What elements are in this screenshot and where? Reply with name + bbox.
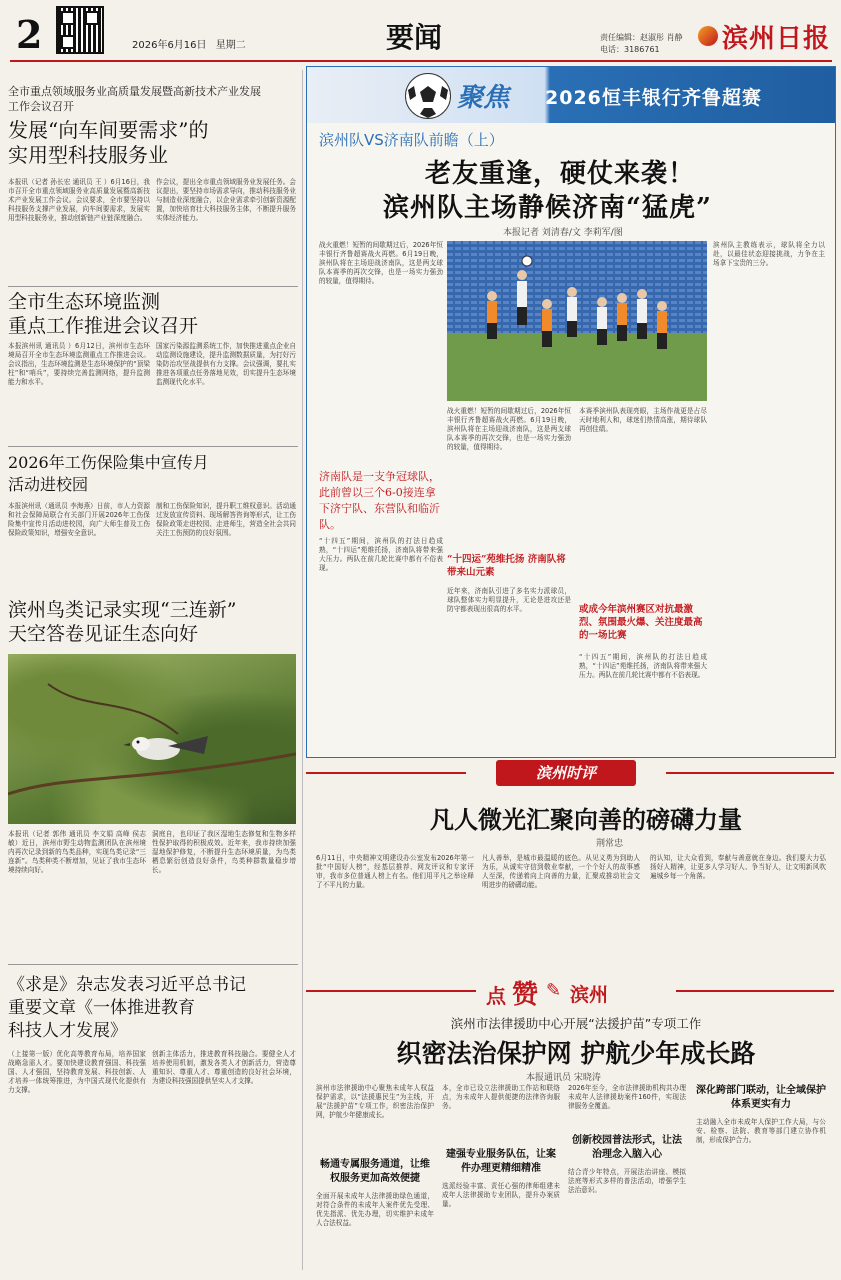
commentary-body-col-3: 的认知，让大众看到，奉献与善意就在身边。我们要大力弘扬好人精神，让更多人学习好人、争当好人，让文明新风吹遍城乡每一个角落。: [650, 854, 826, 880]
praise-subhead-1: 畅通专属服务通道，让维权服务更加高效便捷: [320, 1159, 430, 1184]
article-body-col-1: 本报讯（记者 孙长宏 通讯员 王 ）6月16日，我市召开全市重点领域服务业高质量发展暨高新技术产业发展工作会议。会议要求，全市要坚持以科技服务支撑产业发展，向车间要需求，发展实用型科技服务业，推动创新链产业链深度融合。: [8, 178, 150, 222]
feature-body-col-right-top: 滨州队主教练表示，球队将全力以赴，以最佳状态迎接挑战，力争在主场拿下宝贵的三分。: [713, 241, 825, 267]
praise-body-col-2b: 选派经验丰富、责任心强的律师组建未成年人法律援助专业团队，提升办案质量。: [442, 1182, 560, 1208]
article-body-col-2: 作会议，提出全市重点领域服务业发展任务。会议提出，要坚持市场需求导向，推动科技服务业与制造业深度融合，以企业需求牵引创新资源配置，加快培育壮大科技服务主体，不断提升服务实体经济能力。: [156, 178, 296, 222]
issue-date: [132, 36, 246, 51]
headline-line-1: 滨州鸟类记录实现“三连新”: [8, 599, 237, 621]
feature-banner: [307, 67, 835, 123]
column-separator: [302, 70, 303, 1270]
headline-line-2: 活动进校园: [8, 475, 89, 494]
headline-line-1: 发展“向车间要需求”的: [8, 118, 209, 142]
weekday-text: 星期二: [215, 40, 246, 51]
praise-byline: 本报通讯员 宋晓涛: [526, 1073, 601, 1083]
feature-byline: 本报记者 刘清春/文 李莉军/图: [503, 228, 623, 238]
article-tech-services: [0, 64, 300, 286]
bird-photo: [8, 654, 296, 824]
feature-kicker: 滨州队VS济南队前瞻（上）: [319, 131, 504, 149]
commentary-body-col-2: 凡人善举，是城市最温暖的底色。从见义勇为到助人为乐，从诚实守信到敬业奉献，一个个好人的故事感人至深，传递着向上向善的力量，汇聚成推动社会文明进步的磅礴动能。: [482, 854, 640, 889]
commentary-rule-left: [306, 772, 466, 774]
article-headline: [8, 118, 298, 168]
article-body-col-1: 本报讯（记者 郭伟 通讯员 李文娟 高峰 侯志敏）近日，滨州市野生动物监测团队在滨州境内再次记录到新的鸟类品种，实现鸟类记录“三连新”。鸟类种类不断增加，见证了我市生态环境持续向好。: [8, 830, 146, 874]
article-body-col-2: 创新主体活力，推进教育科技融合。要健全人才培养使用机制，激发各类人才创新活力，营造尊重知识、尊重人才、尊重创造的良好社会环境，为建设科技强国提供坚实人才支撑。: [152, 1050, 296, 1085]
article-lead: 全市重点领域服务业高质量发展暨高新技术产业发展工作会议召开: [8, 85, 261, 113]
praise-body-col-1: 滨州市法律援助中心聚焦未成年人权益保护需求，以“法援惠民生”为主线，开展“法援护苗”专项工作，织密法治保护网，护航少年健康成长。: [316, 1084, 434, 1119]
commentary-author: 荆常忠: [596, 839, 624, 849]
phone-line: 电话：3186761: [600, 45, 660, 54]
praise-body-col-3: 2026年至今，全市法律援助机构共办理未成年人法律援助案件160件，实现法律服务全覆盖。: [568, 1084, 686, 1110]
article-body-col-1: 本报滨州讯（通讯员 李海燕）日前，市人力资源和社会保障局联合有关部门开展2026年工伤保险集中宣传月活动进校园，向广大师生普及工伤保险政策知识，增强安全意识。: [8, 502, 150, 537]
article-headline: [8, 290, 298, 338]
praise-section: [306, 970, 834, 1276]
feature-pull-quote: 济南队是一支争冠球队，此前曾以三个6-0接连拿下济宁队、东营队和临沂队。: [319, 470, 440, 531]
feature-subhead-mid: “十四运”苑维托扬 济南队将带来山元素: [447, 554, 566, 578]
divider: [8, 964, 298, 965]
article-bird-records: [0, 594, 300, 964]
praise-body-col-4: 主动融入全市未成年人保护工作大局，与公安、检察、法院、教育等部门建立协作机制，形成保护合力。: [696, 1118, 826, 1144]
commentary-section: [306, 760, 834, 1000]
feature-body-col-3a: 战火重燃！短暂的间歇期过后，2026年恒丰银行齐鲁超赛战火再燃。6月19日晚，滨州队将在主场迎战济南队，这是两支球队本赛季的再次交锋，也是一场实力强劲的较量，值得期待。: [447, 407, 571, 451]
left-column: [0, 64, 300, 1280]
masthead: [0, 0, 841, 64]
feature-body-col-1: 战火重燃！短暂的间歇期过后，2026年恒丰银行齐鲁超赛战火再燃。6月19日晚，滨州队将在主场迎战济南队，这是两支球队本赛季的再次交锋，也是一场实力强劲的较量，值得期待。: [319, 241, 443, 285]
praise-badge-right: 滨州: [570, 984, 609, 1006]
praise-rule-left: [306, 990, 476, 992]
praise-rule-right: [676, 990, 834, 992]
headline-line-1: 《求是》杂志发表习近平总书记: [8, 975, 246, 995]
feature-headline-1: 老友重逢，硬仗来袭！: [425, 159, 696, 189]
paper-logo-icon: [698, 26, 718, 46]
feature-body-col-2: “十四五”期间，滨州队的打法日趋成熟，“十四运”苑维托扬，济南队将带来强大压力。两队在前几轮比赛中都有不俗表现。: [319, 537, 443, 572]
praise-badge: [486, 974, 666, 1008]
feature-subhead-right: 或成今年滨州赛区对抗最激烈、氛围最火爆、关注度最高的一场比赛: [579, 604, 703, 641]
article-body-col-2: 洞庭自，也印证了我区湿地生态修复和生物多样性保护取得的积极成效。近年来，我市持续加强湿地保护修复，不断提升生态环境质量，为鸟类栖息繁衍创造良好条件，鸟类种群数量稳步增长。: [152, 830, 296, 874]
article-body-col-2: 制和工伤保险知识，提升职工维权意识。活动通过发放宣传资料、现场解答咨询等形式，让工伤保险政策走进校园、走进师生，营造全社会共同关注工伤预防的良好氛围。: [156, 502, 296, 537]
paper-name: 滨州日报: [722, 24, 831, 54]
feature-section: [306, 66, 836, 758]
praise-headline: 织密法治保护网 护航少年成长路: [396, 1039, 756, 1068]
commentary-badge: 滨州时评: [496, 760, 636, 786]
praise-badge-left: 点: [486, 984, 506, 1008]
feature-headline-2: 滨州队主场静候济南“猛虎”: [383, 193, 712, 223]
commentary-headline: 凡人微光汇聚向善的磅礴力量: [430, 805, 742, 834]
banner-title: 2026恒丰银行齐鲁超赛: [545, 87, 762, 109]
banner-series: 聚焦: [457, 83, 510, 113]
masthead-rule: [10, 60, 832, 62]
feature-body-col-3b: 近年来，济南队引进了多名实力派球员，球队整体实力明显提升，无论是进攻还是防守都表现出很高的水平。: [447, 587, 571, 613]
article-qiushi: [0, 966, 300, 1280]
headline-line-1: 2026年工伤保险集中宣传月: [8, 453, 209, 472]
praise-body-col-1b: 全面开展未成年人法律援助绿色通道，对符合条件的未成年人案件优先受理、优先指派、优先办理，切实维护未成年人合法权益。: [316, 1192, 434, 1227]
article-body-col-2: 国家污染源监测系统工作，加快推进重点企业自动监测设施建设，提升监测数据质量，为打好污染防治攻坚战提供有力支撑。会议强调，要扎实推进各项重点任务落地见效，切实提升生态环境监测现代化水平。: [156, 342, 296, 386]
article-body-col-1: 本报滨州讯 通讯员 ）6月12日，滨州市生态环境局召开全市生态环境监测重点工作推进会议。会议指出，生态环境监测是生态环境保护的“顶梁柱”和“哨兵”，要持续完善监测网络，提升监测能力和水平。: [8, 342, 150, 386]
article-headline: [8, 974, 298, 1043]
headline-line-2: 重点工作推进会议召开: [8, 315, 199, 337]
praise-badge-mid: 赞: [512, 980, 539, 1010]
article-body-col-1: （上接第一版）优化高等教育布局，培养国家战略急需人才。要加快建设教育强国、科技强国、人才强国，坚持教育发展、科技创新、人才培养一体统筹推进，为中国式现代化提供有力支撑。: [8, 1050, 146, 1094]
editor-line: 责任编辑：赵淑彤 肖静: [600, 33, 683, 42]
commentary-rule-right: [666, 772, 834, 774]
page-number: 2: [16, 12, 43, 57]
match-photo: [447, 241, 707, 401]
feature-body-col-4b: “十四五”期间，滨州队的打法日趋成熟，“十四运”苑维托扬，济南队将带来强大压力。两队在前几轮比赛中都有不俗表现。: [579, 653, 707, 679]
football-icon: [405, 73, 451, 119]
praise-subhead-3: 创新校园普法形式，让法治理念入脑入心: [572, 1135, 682, 1160]
headline-line-1: 全市生态环境监测: [8, 291, 161, 313]
headline-line-2: 实用型科技服务业: [8, 143, 168, 167]
divider: [8, 446, 298, 447]
thumbs-up-icon: ✎: [546, 980, 562, 1001]
date-text: 2026年6月16日: [132, 40, 207, 51]
headline-line-2: 天空答卷见证生态向好: [8, 623, 199, 645]
praise-kicker: 滨州市法律援助中心开展“法援护苗”专项工作: [450, 1016, 702, 1031]
praise-body-col-3b: 结合青少年特点，开展法治讲座、模拟法庭等形式多样的普法活动，增强学生法治意识。: [568, 1168, 686, 1194]
section-title: 要闻: [386, 21, 443, 54]
praise-subhead-4: 深化跨部门联动，让全域保护体系更实有力: [696, 1085, 826, 1110]
headline-line-2: 重要文章《一体推进教育: [8, 998, 195, 1018]
qr-code-icon: [58, 8, 102, 52]
praise-subhead-2: 建强专业服务队伍，让案件办理更精细精准: [446, 1149, 556, 1174]
article-headline: [8, 452, 298, 496]
feature-body-col-4a: 本赛季滨州队表现亮眼，主场作战更是占尽天时地利人和，球迷们热情高涨，期待球队再创佳绩。: [579, 407, 707, 433]
article-eco-monitoring: [0, 286, 300, 446]
article-headline: [8, 598, 298, 646]
headline-line-3: 科技人才发展》: [8, 1021, 127, 1041]
commentary-body-col-1: 6月11日，中央精神文明建设办公室发布2026年第一批“中国好人榜”，经基层推荐、网友评议和专家评审，我市多位普通人榜上有名。他们用平凡之举诠释了不平凡的力量。: [316, 854, 474, 889]
praise-body-col-2: 本，全市已设立法律援助工作站和联络点，为未成年人提供便捷的法律咨询服务。: [442, 1084, 560, 1110]
